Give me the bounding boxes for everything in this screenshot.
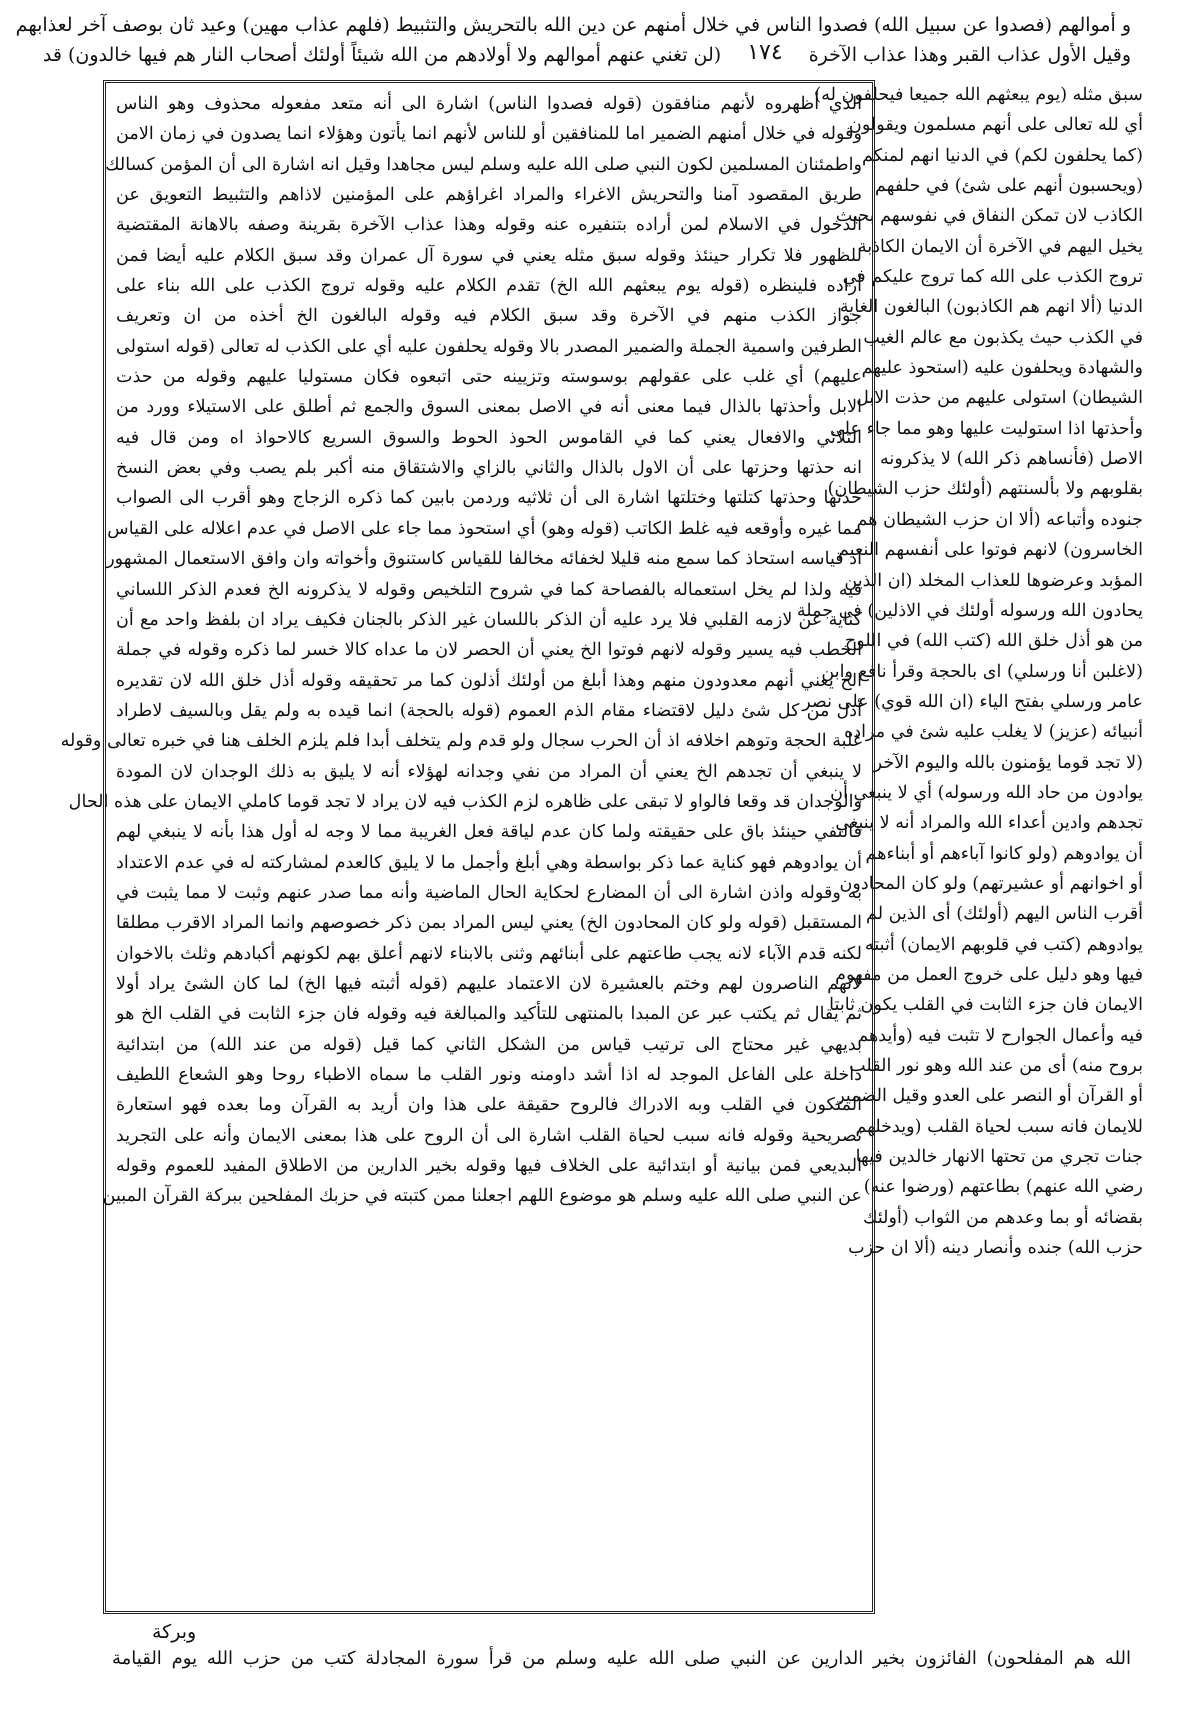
main-text-line: من هو أذل خلق الله (كتب الله) في اللوح (844, 631, 1143, 652)
main-text-line: (كما يحلفون لكم) في الدنيا انهم لمنكم (862, 145, 1143, 166)
commentary-box (60, 80, 875, 1614)
commentary-line: البديعي فمن بيانية أو ابتدائية على الخلاف فيها وقوله بخير الدارين من الاطلاق المفيد للعموم وقوله (116, 1156, 862, 1177)
main-text-line: يحادون الله ورسوله أولئك في الاذلين) في جملة (796, 600, 1143, 621)
main-text-line: تروج الكذب على الله كما تروج عليكم في (842, 267, 1143, 288)
commentary-line: المتكون في القلب وبه الادراك فالروح حقيقة على هذا وان أريد به القرآن وما بعده فهو استعارة (116, 1095, 862, 1116)
main-text-line: حزب الله) جنده وأنصار دينه (ألا ان حزب (848, 1238, 1143, 1259)
header-line-2 (42, 40, 1131, 70)
commentary-line: وقوله في خلال أمنهم الضمير اما للمنافقين أو للناس لأنهم انما يأتون وهؤلاء انما يصدون في زمان الامن (116, 124, 862, 145)
main-text-line: جنوده وأتباعه (ألا ان حزب الشيطان هم (856, 509, 1143, 530)
main-text-line: عامر ورسلي بفتح الياء (ان الله قوي) على نصر (802, 691, 1143, 712)
page-number: ١٧٤ (747, 40, 783, 65)
main-text-line: أقرب الناس اليهم (أولئك) أى الذين لم (865, 904, 1143, 925)
main-text-line: يخيل اليهم في الآخرة أن الايمان الكاذبة (857, 236, 1143, 257)
main-text-line: الايمان فان جزء الثابت في القلب يكون ثابتا (829, 995, 1143, 1016)
commentary-line: جواز الكذب منهم في الآخرة وقد سبق الكلام فيه وقوله البالغون الخ أخذه من ان وتعريف (116, 306, 862, 327)
commentary-line: فيه ولذا لم يخل استعماله بالفصاحة كما في شروح التلخيص وقوله لا يذكرونه الخ فعدم الذكر اللساني (116, 579, 862, 600)
main-text-line: يوادوهم (كتب في قلوبهم الايمان) أثبته (864, 934, 1143, 955)
main-text-line: أو القرآن أو النصر على العدو وقيل الضمير (836, 1086, 1143, 1107)
main-text-line: المؤبد وعرضوها للعذاب المخلد (ان الذين (844, 570, 1143, 591)
commentary-line: المستقبل (قوله ولو كان المحادون الخ) يعني ليس المراد بمن ذكر خصوصهم وانما المراد الاقرب مطلقا (116, 913, 862, 934)
main-text-line: وأحذتها اذا استوليت عليها وهو مما جاء على (829, 418, 1143, 439)
commentary-line: الابل وأحذتها بالذال فيما معنى أنه في الاصل بمعنى السوق والجمع ثم أطلق على الاستيلاء وورد من (116, 397, 862, 418)
commentary-line: أراده فلينظره (قوله يوم يبعثهم الله الخ) تقدم الكلام عليه وقوله تروج الكذب على الله بناء على (116, 276, 862, 297)
main-text-line: يوادون من حاد الله ورسوله) أي لا ينبغي أن (830, 782, 1143, 803)
header-line-2-right: وقيل الأول عذاب القبر وهذا عذاب الآخرة (808, 44, 1131, 66)
main-text-line: (لا تجد قوما يؤمنون بالله واليوم الآخر (873, 752, 1143, 773)
commentary-line: الثلاثي والافعال يعني كما في القاموس الحوذ الحوط والسوق السريع كالاحواذ اه ومن قال فيه (116, 427, 862, 448)
commentary-line: أن يوادوهم فهو كناية عما ذكر بواسطة وهي أبلغ وأجمل ما لا يليق كالعدم لمشاركته له في عدم الاعتداد (116, 852, 862, 873)
commentary-line: لكنه قدم الآباء لانه يجب طاعتهم على أبنائهم وثنى بالابناء لانهم أعلق بهم لكونهم أكبادهم وثلث بالاخوان (116, 943, 862, 964)
commentary-line: غلبة الحجة وتوهم اخلافه اذ أن الحرب سجال ولو قدم ولم يتخلف أبدا فلم يلزم الخلف هنا في خبره تعالى وقوله (60, 731, 862, 752)
commentary-line: الذي أظهروه لأنهم منافقون (قوله فصدوا الناس) اشارة الى أنه متعد مفعوله محذوف وهو الناس (116, 94, 862, 114)
main-text-line: أو اخوانهم أو عشيرتهم) ولو كان المحادون (839, 873, 1143, 894)
page-footer (112, 1618, 1131, 1674)
commentary-line: للظهور فلا تكرار حينئذ وقوله سبق مثله يعني في سورة آل عمران وقد سبق الكلام عليه أيضا فمن (116, 245, 862, 266)
main-text-line: رضي الله عنهم) بطاعتهم (ورضوا عنه) (863, 1177, 1143, 1198)
footer-last-line: الله هم المفلحون) الفائزون بخير الدارين عن النبي صلى الله عليه وسلم من قرأ سورة المجادلة كتب من حزب الله يوم القيامة (112, 1648, 1132, 1669)
commentary-line: ثم يقال ثم يكتب عبر عن المبدا بالمنتهى للتأكيد والمبالغة فيه وقوله فان جزء الثابت في القلب الخ هو (116, 1004, 862, 1025)
main-text-line: أي لله تعالى على أنهم مسلمون ويقولون (848, 115, 1143, 136)
main-text-line: والشهادة ويحلفون عليه (استحوذ عليهم (861, 358, 1143, 379)
commentary-line: عليهم) أي غلب على عقولهم بوسوسته وتزيينه حتى اتبعوه فكان مستوليا عليهم وقوله من حذت (116, 367, 862, 388)
main-text-line: فيها وهو دليل على خروج العمل من مفهوم (835, 964, 1143, 985)
main-text-line: الاصل (فأنساهم ذكر الله) لا يذكرونه (880, 449, 1143, 470)
commentary-line: بديهي غير محتاج الى ترتيب قياس من الشكل الثاني كما قيل (قوله من عند الله) من ابتدائية (116, 1034, 862, 1055)
commentary-line: فالنفي حينئذ باق على حقيقته ولما كان عدم لياقة فعل الغريبة مما لا وجه له أول هذا بأنه لا ينبغي لهم (116, 822, 862, 843)
main-text-line: بقلوبهم ولا بألسنتهم (أولئك حزب الشيطان) (827, 479, 1143, 500)
header-line-1: و أموالهم (فصدوا عن سبيل الله) فصدوا الناس في خلال أمنهم عن دين الله بالتحريش والتثبيط (فلهم عذاب مهين) وعيد ثان بوصف آخر لعذابهم (15, 14, 1131, 36)
commentary-line: انه حذتها وحزتها على أن الاول بالذال والثاني بالزاي والاشتقاق منه أكبر بلم يصب وفي بعض النسخ (116, 458, 862, 479)
main-text-line: (ويحسبون أنهم على شئ) في حلفهم (875, 176, 1143, 197)
commentary-line: داخلة على الفاعل الموجد له اذا أشد داومنه ونور القلب ما سماه الاطباء روحا وهو الشعاع اللطيف (116, 1065, 862, 1085)
main-text-line: للايمان فانه سبب لحياة القلب (ويدخلهم (855, 1116, 1143, 1137)
commentary-line: لانهم الناصرون لهم وختم بالعشيرة لان الاعتماد عليهم (قوله أثبته فيها الخ) لما كان الشئ يراد أولا (116, 973, 862, 994)
running-header (15, 10, 1131, 74)
commentary-line: الخ يعني أنهم معدودون منهم وهذا أبلغ من أولئك أذلون كما مر تحقيقه وقوله أذل خلق الله لان تقديره (116, 670, 862, 691)
main-text-line: أنبيائه (عزيز) لا يغلب عليه شئ في مراده (844, 722, 1143, 743)
commentary-line: اذ قياسه استحاذ كما سمع منه قليلا لخفائه مخالفا للقياس كاستنوق وأخواته وان وافق الاستعمال المشهور (106, 549, 862, 570)
main-text-line: أن يوادوهم (ولو كانوا آباءهم أو أبناءهم (865, 843, 1143, 864)
commentary-line: واطمئنان المسلمين لكون النبي صلى الله عليه وسلم ليس مجاهدا وقيل انه اشارة الى أن المؤمن كسالك (105, 154, 862, 175)
main-text-line: في الكذب حيث يكذبون مع عالم الغيب (863, 327, 1143, 348)
main-text-line: بروح منه) أى من عند الله وهو نور القلب (849, 1056, 1143, 1076)
commentary-line: والوجدان قد وقعا فالواو لا تبقى على ظاهره لزم الكذب فيه لان يراد لا تجد قوما كاملي الايمان على هذه الحال (68, 791, 862, 812)
main-text-line: جنات تجري من تحتها الانهار خالدين فيها (855, 1147, 1143, 1168)
main-text-line: الشيطان) استولى عليهم من حذت الابل (856, 388, 1143, 409)
commentary-line: الخطب فيه يسير وقوله لانهم فوتوا الخ يعني أن الحصر لان ما عداه كالا خسر لما ذكره وقوله في جملة (116, 640, 862, 661)
commentary-line: مما غيره وأوقعه فيه غلط الكاتب (قوله وهو) أي استحوذ مما جاء على الاصل في عدم اعلاله على القياس (107, 518, 862, 539)
commentary-line: به وقوله واذن اشارة الى أن المضارع لحكاية الحال الماضية وأنه مما صدر عنهم وثبت لا مما يثبت في (116, 882, 862, 903)
main-text-column (796, 80, 1143, 1614)
commentary-line: الطرفين واسمية الجملة والضمير المصدر بالا وقوله يحلفون عليه أي على الكذب له تعالى (قوله استولى (116, 336, 862, 357)
main-text-line: بقضائه أو بما وعدهم من الثواب (أولئك (863, 1207, 1143, 1228)
main-text-line: الكاذب لان تمكن النفاق في نفوسهم بحيث (835, 206, 1143, 227)
commentary-line: أذل من كل شئ دليل لاقتضاء مقام الذم العموم (قوله بالحجة) انما قيده به ولم يقل وبالسيف لاطراد (116, 700, 862, 721)
header-line-2-left: (لن تغني عنهم أموالهم ولا أولادهم من الله شيئاً أولئك أصحاب النار هم فيها خالدون) قد (42, 44, 722, 66)
commentary-line: كناية عن لازمه القلبي فلا يرد عليه أن الذكر باللسان غير الذكر بالجنان فكيف يراد ان بلفظ واحد مع أن (116, 609, 862, 630)
main-text-line: فيه وأعمال الجوارح لا تثبت فيه (وأيدهم (857, 1025, 1143, 1046)
catchword: وبركة (152, 1621, 197, 1643)
commentary-line: طريق المقصود آمنا والتحريش الاغراء والمراد اغراؤهم على المؤمنين لاذاهم والتثبيط التعويق عن (116, 185, 862, 206)
main-text-line: تجدهم وادين أعداء الله والمراد أنه لا ينبغي (835, 813, 1143, 834)
main-text-line: الخاسرون) لانهم فوتوا على أنفسهم النعيم (837, 540, 1143, 561)
main-text-line: الدنيا (ألا انهم هم الكاذبون) البالغون الغاية (839, 297, 1143, 318)
main-text-line: سبق مثله (يوم يبعثهم الله جميعا فيحلفون له) (814, 85, 1143, 105)
main-text-line: (لاغلبن أنا ورسلي) اى بالحجة وقرأ نافع وابن (821, 661, 1143, 682)
commentary-line: الدخول في الاسلام لمن أراده بتنفيره عنه وقوله وهذا عذاب الآخرة بقرينة وصفه بالاهانة المقتضية (116, 215, 862, 236)
commentary-line: تصريحية وقوله فانه سبب لحياة القلب اشارة الى أن الروح على هذا بمعنى الايمان وأنه على التجريد (116, 1125, 862, 1146)
commentary-line: لا ينبغي أن تجدهم الخ يعني أن المراد من نفي وجدانه لهؤلاء أنه لا يليق به ذلك الوجدان لان المودة (116, 761, 862, 782)
commentary-line: عن النبي صلى الله عليه وسلم هو موضوع اللهم اجعلنا ممن كتبته في حزبك المفلحين ببركة القرآن المبين (102, 1186, 862, 1207)
commentary-line: حذتها وحذتها كتلتها وختلتها اشارة الى أن ثلاثيه وردمن بابين كما ذكره الزجاج وهو أقرب الى الصواب (116, 488, 862, 509)
